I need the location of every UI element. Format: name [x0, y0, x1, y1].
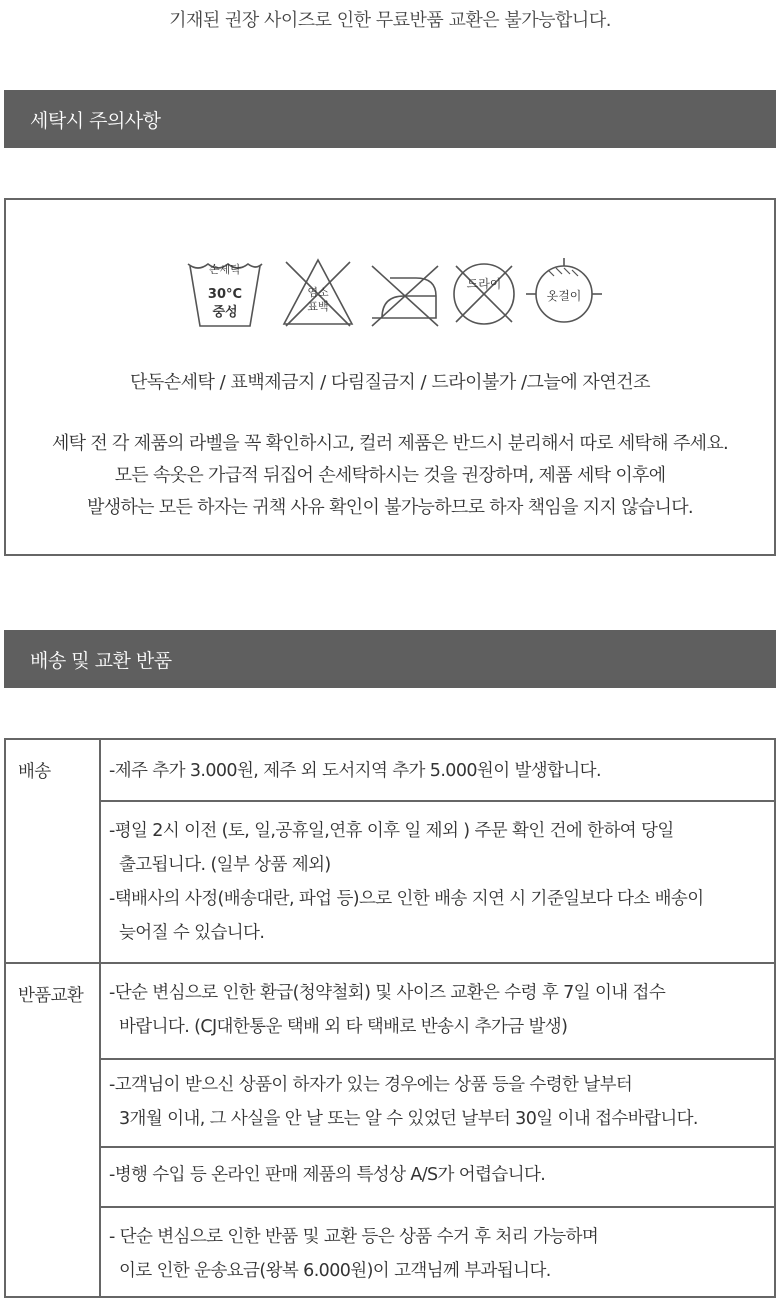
- size-policy-note: 기재된 권장 사이즈로 인한 무료반품 교환은 불가능합니다.: [169, 10, 611, 31]
- cell-text: -고객님이 받으신 상품이 하자가 있는 경우에는 상품 등을 수령한 날부터: [109, 1075, 633, 1095]
- no-bleach-icon: [280, 256, 356, 332]
- no-dryclean-icon: [446, 256, 522, 332]
- wash-note-line: 발생하는 모든 하자는 귀책 사유 확인이 불가능하므로 하자 책임을 지지 않습니다.: [87, 497, 693, 518]
- table-cell: [100, 1059, 775, 1147]
- table-row: [5, 1147, 775, 1207]
- wash-section-title: 세탁시 주의사항: [30, 109, 161, 132]
- shipping-section-header: [4, 630, 776, 688]
- care-icons: [184, 256, 604, 332]
- no-dryclean-label: 드라이: [466, 277, 502, 291]
- hand-wash-icon: [184, 256, 266, 332]
- no-bleach-label-top: 염소: [307, 286, 329, 299]
- shipping-section-title: 배송 및 교환 반품: [30, 649, 172, 672]
- no-bleach-label-bot: 표백: [307, 300, 329, 313]
- wash-note-line: 모든 속옷은 가급적 뒤집어 손세탁하시는 것을 권장하며, 제품 세탁 이후에: [114, 465, 666, 486]
- row-header-shipping: 배송: [5, 739, 100, 963]
- table-cell: [100, 1207, 775, 1297]
- hand-wash-label-mid: 30°C: [207, 287, 243, 302]
- table-row: [5, 801, 775, 963]
- cell-text: 이로 인한 운송요금(왕복 6.000원)이 고객님께 부과됩니다.: [119, 1261, 551, 1281]
- cell-text: -제주 추가 3.000원, 제주 외 도서지역 추가 5.000원이 발생합니다.: [109, 761, 601, 781]
- wash-note-line: 세탁 전 각 제품의 라벨을 꼭 확인하시고, 컬러 제품은 반드시 분리해서 따로 세탁해 주세요.: [51, 433, 729, 454]
- wash-summary: 단독손세탁 / 표백제금지 / 다림질금지 / 드라이불가 /그늘에 자연건조: [129, 372, 650, 393]
- shade-dry-icon: [524, 256, 604, 332]
- cell-text: 3개월 이내, 그 사실을 안 날 또는 알 수 있었던 날부터 30일 이내 접수바랍니다.: [119, 1109, 698, 1129]
- wash-instructions-box: [4, 198, 776, 556]
- cell-text: -택배사의 사정(배송대란, 파업 등)으로 인한 배송 지연 시 기준일보다 다소 배송이: [109, 889, 704, 909]
- table-cell: [100, 963, 775, 1059]
- no-iron-icon: [366, 256, 442, 332]
- cell-text: -병행 수입 등 온라인 판매 제품의 특성상 A/S가 어렵습니다.: [109, 1165, 546, 1185]
- cell-text: 출고됩니다. (일부 상품 제외): [119, 855, 331, 875]
- hand-wash-label-top: 손세탁: [209, 263, 241, 276]
- table-row: [5, 1207, 775, 1297]
- cell-text: -단순 변심으로 인한 환급(청약철회) 및 사이즈 교환은 수령 후 7일 이내 접수: [109, 983, 666, 1003]
- cell-text: -평일 2시 이전 (토, 일,공휴일,연휴 이후 일 제외 ) 주문 확인 건에 한하여 당일: [109, 821, 674, 841]
- table-row: [5, 1059, 775, 1147]
- shipping-policy-table: [4, 738, 776, 1298]
- table-cell: [100, 739, 775, 801]
- table-row: [5, 963, 775, 1059]
- wash-notes: [6, 428, 774, 524]
- table-row: [5, 739, 775, 801]
- hand-wash-label-bot: 중성: [212, 305, 238, 320]
- table-cell: [100, 1147, 775, 1207]
- table-cell: [100, 801, 775, 963]
- cell-text: 늦어질 수 있습니다.: [119, 923, 265, 943]
- cell-text: 바랍니다. (CJ대한통운 택배 외 타 택배로 반송시 추가금 발생): [119, 1017, 568, 1037]
- wash-section-header: [4, 90, 776, 148]
- shade-dry-label: 옷걸이: [546, 289, 582, 303]
- row-header-return-exchange: 반품교환: [5, 963, 100, 1297]
- cell-text: - 단순 변심으로 인한 반품 및 교환 등은 상품 수거 후 처리 가능하며: [109, 1227, 599, 1247]
